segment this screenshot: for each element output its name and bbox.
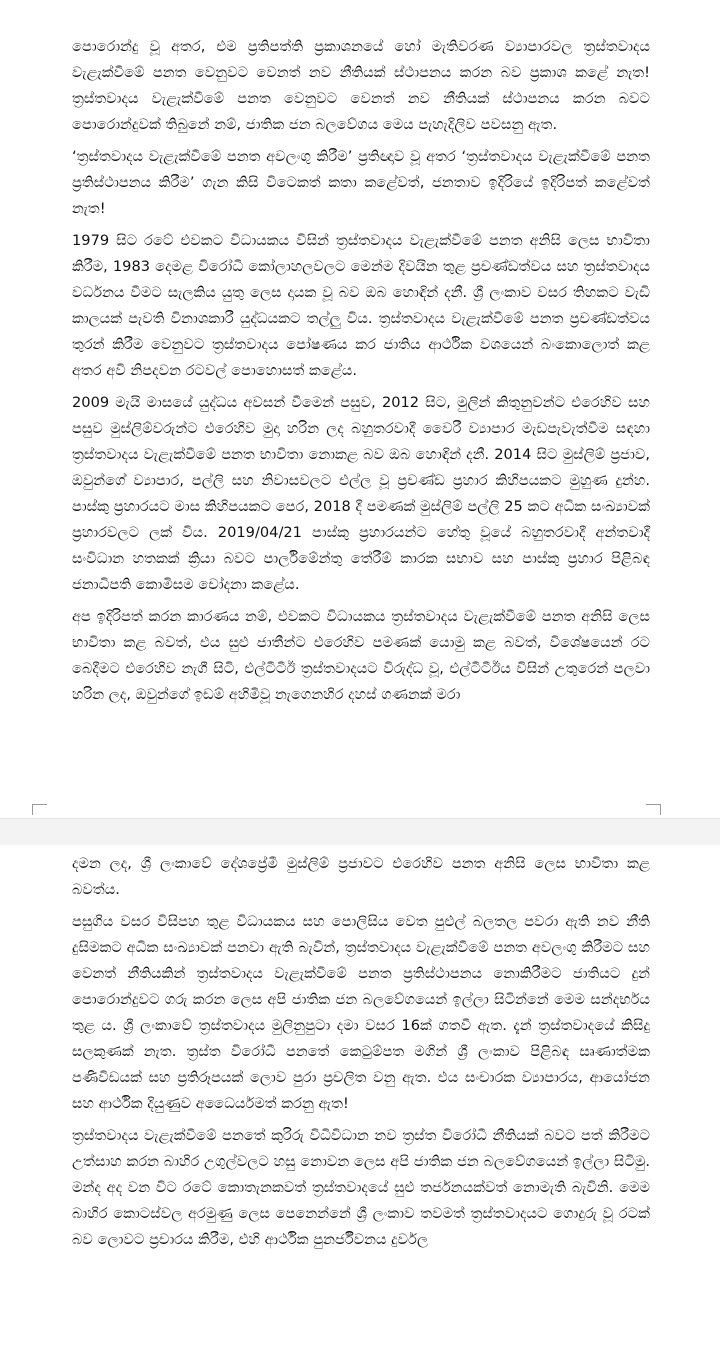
page-separator	[0, 818, 720, 847]
page-2-paragraph-2: පසුගිය වසර විසිපහ තුළ විධායකය සහ පොලිසිය වෙත පුළුල් බලතල පවරා ඇති නව නීති දුසිමකට අධික සංඛ්‍යාවක් පනවා ඇති බැවින්, ත්‍රස්තවාදය වැළැක්වීමේ පනත අවලංගු කිරීමට සහ වෙනත් නීතියකින් ත්‍රස්තවාදය වැළැක්වීමේ පනත ප්‍රතිස්ථාපනය නොකිරීමට ජාතියට දුන් පොරොන්දුවට ගරු කරන ලෙස අපි ජාතික ජන බලවේගයෙන් ඉල්ලා සිටින්නේ මෙම සන්දර්භය තුළ ය. ශ්‍රී ලංකාවේ ත්‍රස්තවාදය මුලිනුපුටා දමා වසර 16ක් ගතවී ඇත. දැන් ත්‍රස්තවාදයේ කිසිදු සලකුණක් නැත. ත්‍රස්ත විරෝධී පනතේ කෙටුම්පත මගින් ශ්‍රී ලංකාව පිළිබඳ සෘණාත්මක පණිවිඩයක් සහ ප්‍රතිරූපයක් ලොව පුරා ප්‍රචලිත වනු ඇත. එය සංචාරක ව්‍යාපාරය, ආයෝජන සහ ආර්ථික දියුණුව අධෛර්යමත් කරනු ඇත!	[72, 913, 650, 1112]
page-1-paragraph-4: 2009 මැයි මාසයේ යුද්ධය අවසන් වීමෙන් පසුව, 2012 සිට, මුලින් කිතුනුවන්ට එරෙහිව සහ පසුව මුස්ලිම්වරුන්ට එරෙහිව මුදා හරින ලද බහුතරවාදී වෛරී ව්‍යාපාර මැඩපැවැත්වීම සඳහා ත්‍රස්තවාදය වැළැක්වීමේ පනත භාවිතා නොකළ බව ඔබ හොඳින් දනී. 2014 සිට මුස්ලිම් ප්‍රජාව, ඔවුන්ගේ ව්‍යාපාර, පල්ලි සහ නිවාසවලට එල්ල වූ ප්‍රචණ්ඩ ප්‍රහාර කිහිපයකට මුහුණ දුන්හ. පාස්කු ප්‍රහාරයට මාස කිහිපයකට පෙර, 2018 දී පමණක් මුස්ලිම් පල්ලි 25 කට අධික සංඛ්‍යාවක් ප්‍රහාරවලට ලක් විය. 2019/04/21 පාස්කු ප්‍රහාරයන්ට හේතු වූයේ බහුතරවාදී අන්තවාදී සංවිධාන හතකක් ක්‍රියා බවට පාර්ලිමේන්තු තේරීම් කාරක සභාව සහ පාස්කු ප්‍රහාර පිළිබඳ ජනාධිපති කොමිසම චෝදනා කළේය.	[72, 394, 650, 593]
crop-mark-left	[32, 804, 47, 815]
page-2-paragraph-1: දමන ලද, ශ්‍රී ලංකාවේ දේශප්‍රේමී මුස්ලිම් ප්‍රජාවට එරෙහිව පනත අනිසි ලෙස භාවිතා කළ බවත්ය.	[72, 855, 650, 898]
page-2-paragraph-3: ත්‍රස්තවාදය වැළැක්වීමේ පනතේ කුරිරු විධිවිධාන නව ත්‍රස්ත විරෝධී නීතියක් බවට පත් කිරීමට උත්සාහ කරන බාහිර උගුල්වලට හසු නොවන ලෙස අපි ජාතික ජන බලවේගයෙන් ඉල්ලා සිටිමු. මන්ද අද වන විට රටේ කොතැනකවත් ත්‍රස්තවාදයේ සුළු තර්ජනයක්වත් නොමැති බැවිනි. මෙම බාහිර කොටස්වල අරමුණු ලෙස පෙනෙන්නේ ශ්‍රී ලංකාව තවමත් ත්‍රස්තවාදයට ගොදුරු වූ රටක් බව ලොවට ප්‍රචාරය කිරීම, එහි ආර්ථික පුනර්ජීවනය දුර්වල	[72, 1127, 650, 1248]
page-1-paragraph-3: 1979 සිට රටේ එවකට විධායකය විසින් ත්‍රස්තවාදය වැළැක්වීමේ පනත අනිසි ලෙස භාවිතා කිරීම, 1983 දෙමළ විරෝධී කෝලාහලවලට මෙන්ම දිවයින තුළ ප්‍රචණ්ඩත්වය සහ ත්‍රස්තවාදය වර්ධනය වීමට සැලකිය යුතු ලෙස දායක වූ බව ඔබ හොඳින් දනී. ශ්‍රී ලංකාව වසර තිහකට වැඩි කාලයක් පැවති විනාශකාරී යුද්ධයකට තල්ලු විය. ත්‍රස්තවාදය වැළැක්වීමේ පනත ප්‍රචණ්ඩත්වය තුරන් කිරීම වෙනුවට ත්‍රස්තවාදය පෝෂණය කර ජාතිය ආර්ථික වශයෙන් බංකොලොත් කළ අතර අවි නිපදවන රටවල් පොහොසත් කළේය.	[72, 232, 650, 379]
page-1-text-body	[72, 34, 650, 714]
page-1-paragraph-1: පොරොන්දු වූ අතර, එම ප්‍රතිපත්ති ප්‍රකාශනයේ හෝ මැතිවරණ ව්‍යාපාරවල ත්‍රස්තවාදය වැළැක්වීමේ පනත වෙනුවට වෙනත් නව නීතියක් ස්ථාපනය කරන බව ප්‍රකාශ කළේ නැත! ත්‍රස්තවාදය වැළැක්වීමේ පනත වෙනුවට වෙනත් නව නීතියක් ස්ථාපනය කරන බවට පොරොන්දුවක් තිබුනේ නම්, ජාතික ජන බලවේගය මෙය පැහැදිලිව පවසනු ඇත.	[72, 38, 650, 133]
page-1-paragraph-5: අප ඉදිරිපත් කරන කාරණය නම්, එවකට විධායකය ත්‍රස්තවාදය වැළැක්වීමේ පනත අනිසි ලෙස භාවිතා කළ බවත්, එය සුළු ජාතීන්ට එරෙහිව පමණක් යොමු කළ බවත්, විශේෂයෙන් රට බෙදීමට එරෙහිව නැගී සිටි, එල්ටීටීඊ ත්‍රස්තවාදයට විරුද්ධ වූ, එල්ටීටීඊය විසින් උතුරෙන් පලවා හරින ලද, ඔවුන්ගේ ඉඩම් අහිමිවූ නැගෙනහිර දහස් ගණනක් මරා	[72, 608, 650, 703]
crop-mark-right	[646, 804, 661, 815]
page-1-paragraph-2: ‘ත්‍රස්තවාදය වැළැක්වීමේ පනත අවලංගු කිරීම’ ප්‍රතිඥාව වූ අතර ‘ත්‍රස්තවාදය වැළැක්වීමේ පනත ප්‍රතිස්ථාපනය කිරීම’ ගැන කිසි විටෙකත් කතා කළේවත්, ජනතාව ඉදිරියේ ඉදිරිපත් කළේවත් නැත!	[72, 148, 650, 217]
page-2-text-body	[72, 851, 650, 1259]
document-page-2	[0, 845, 720, 1348]
